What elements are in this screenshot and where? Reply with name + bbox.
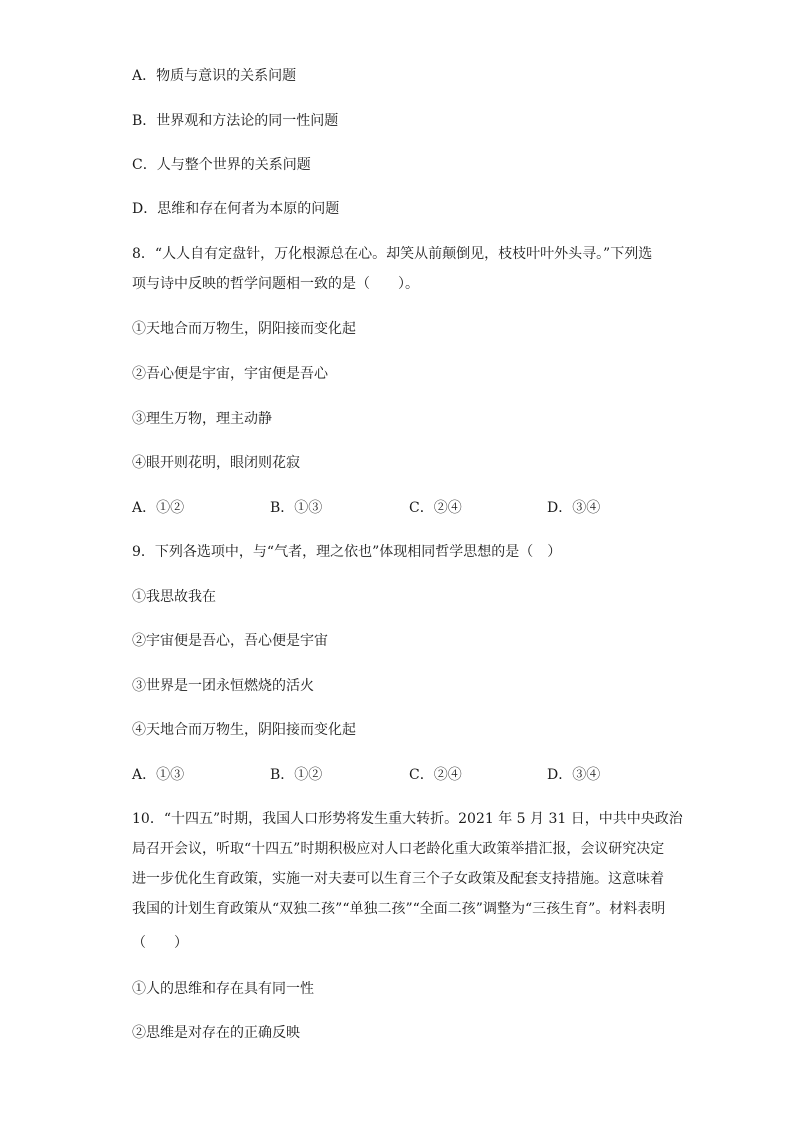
q8-stem-line2: 项与诗中反映的哲学问题相一致的是（ ）。 bbox=[132, 276, 419, 292]
q7-option-d: D．思维和存在何者为本原的问题 bbox=[132, 201, 340, 217]
q9-statement-4: ④天地合而万物生，阴阳接而变化起 bbox=[132, 722, 356, 738]
q9-choice-a: A．①③ bbox=[132, 767, 185, 783]
q9-statement-2: ②宇宙便是吾心，吾心便是宇宙 bbox=[132, 633, 328, 649]
q9-choice-b: B．①② bbox=[270, 767, 323, 783]
q8-choice-b: B．①③ bbox=[270, 500, 323, 516]
q10-statement-2: ②思维是对存在的正确反映 bbox=[132, 1025, 300, 1041]
q8-statement-2: ②吾心便是宇宙，宇宙便是吾心 bbox=[132, 366, 328, 382]
q8-choice-d: D．③④ bbox=[547, 500, 601, 516]
q8-statement-3: ③理生万物，理主动静 bbox=[132, 411, 272, 427]
q9-choices bbox=[132, 764, 692, 786]
q10-stem-line3: 进一步优化生育政策，实施一对夫妻可以生育三个子女政策及配套支持措施。这意味着 bbox=[132, 871, 664, 887]
q10-stem-line1: 10．“十四五”时期，我国人口形势将发生重大转折。2021 年 5 月 31 日，中共中央政治 bbox=[132, 811, 683, 827]
q8-choice-c: C．②④ bbox=[409, 500, 462, 516]
q10-stem-line2: 局召开会议，听取“十四五”时期积极应对人口老龄化重大政策举措汇报，会议研究决定 bbox=[132, 841, 665, 857]
q9-choice-c: C．②④ bbox=[409, 767, 462, 783]
q7-option-c: C．人与整个世界的关系问题 bbox=[132, 157, 311, 173]
q9-choice-d: D．③④ bbox=[547, 767, 601, 783]
q9-statement-1: ①我思故我在 bbox=[132, 589, 216, 605]
q10-stem-line4: 我国的计划生育政策从“双独二孩”“单独二孩”“全面二孩”调整为“三孩生育”。材料表明 bbox=[132, 901, 666, 917]
q10-statement-1: ①人的思维和存在具有同一性 bbox=[132, 981, 314, 997]
q8-choices bbox=[132, 497, 692, 519]
q8-stem-line1: 8．“人人自有定盘针，万化根源总在心。却笑从前颠倒见，枝枝叶叶外头寻。”下列选 bbox=[132, 246, 653, 262]
q9-stem: 9．下列各选项中，与“气者，理之依也”体现相同哲学思想的是（ ） bbox=[132, 544, 562, 560]
q7-option-a: A．物质与意识的关系问题 bbox=[132, 68, 297, 84]
q9-statement-3: ③世界是一团永恒燃烧的活火 bbox=[132, 678, 314, 694]
q7-option-b: B．世界观和方法论的同一性问题 bbox=[132, 113, 339, 129]
q8-statement-4: ④眼开则花明，眼闭则花寂 bbox=[132, 455, 300, 471]
q8-choice-a: A．①② bbox=[132, 500, 185, 516]
q10-stem-line5: （ ） bbox=[132, 935, 188, 951]
q8-statement-1: ①天地合而万物生，阴阳接而变化起 bbox=[132, 321, 356, 337]
